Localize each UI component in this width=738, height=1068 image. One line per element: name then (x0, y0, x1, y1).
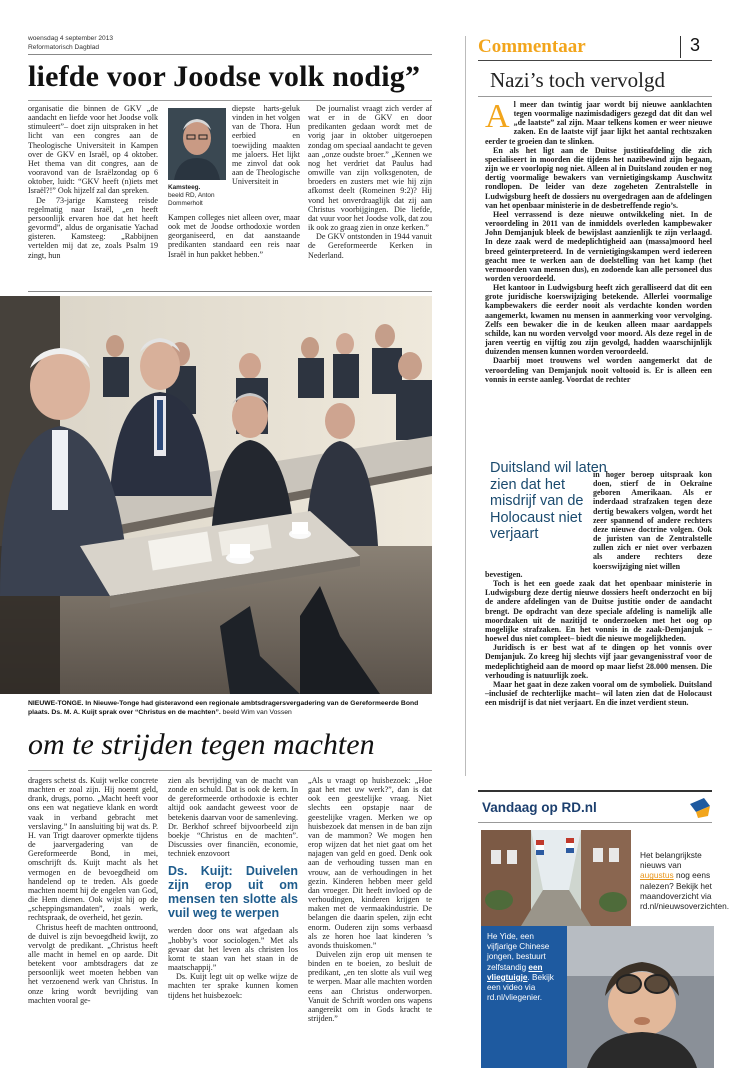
sidebar-para-2: En als het ligt aan de Duitse justitieafdeling die zich specialiseert in moorden die tijdens het nazibewind zijn begaan, zijn we er voorlopig nog niet. Alleen al in Duitsland zouden er nog dertig voormalige bewakers van vernietigingskamp Auschwitz rondlopen. De leider van deze zogeheten Zentralstelle in Ludwigsburg heeft de dossiers nu overgedragen aan de afdelingen van het openbaar ministerie in de desbetreffende regio’s. (485, 145, 712, 210)
top-col1-para: organisatie die binnen de GKV „de aandacht en liefde voor het Joodse volk stimuleert”– doet zijn uitspraken in het licht van een congres aan de Theologische Universiteit in Kampen over de GKV en Israël, op 4 oktober. Het thema van dit congres, aan de vooravond van de Israëlzondag op 6 oktober, luidt: “GKV heeft (n)iets met Israël?!” Ook hijzelf zal dan spreken. (28, 104, 158, 196)
header-rule (28, 54, 432, 55)
page-number: 3 (690, 35, 701, 55)
paper-name: Reformatorisch Dagblad (28, 44, 100, 51)
top-col3-para2: De GKV ontstonden in 1944 vanuit de Gereformeerde Kerken in Nederland. (308, 232, 432, 260)
sidebar-para-5c: bevestigen. (485, 570, 523, 579)
bottom-col2-para: zien als bevrijding van de macht van zonde en schuld. Dat is ook de kern. In de gereformeerde orthodoxie is echter altijd ook aandacht geweest voor de betekenis daarvan voor de samenleving. Dr. Berkhof schreef bijvoorbeeld zijn boekje “Christus en de machten”. Discussies over financiën, economie, techniek enzovoort (168, 776, 298, 859)
promo-vliegtuig-text-a: He Yide, een vijfjarige Chinese jongen, bestuurt zelfstandig (487, 932, 550, 972)
sidebar-para-4: Het kantoor in Ludwigsburg heeft zich geralliseerd dat dit een grote juridische koerswijziging betekende. Allerlei voormalige kampbewakers die eerder nooit als verdachte konden worden aangemerkt, kwamen nu mensen in aanmerking voor vervolging. Zelfs een bewaker die in de keuken alleen maar aardappels schilde, kan nu worden vervolgd voor moord. Als deze regel in de jaren veertig en vijftig zou zijn gevolgd, hadden waarschijnlijk duizenden mensen kunnen worden veroordeeld. (485, 283, 712, 357)
bottom-article-col3 (308, 776, 432, 1023)
promo-augustus-link[interactable]: augustus (640, 870, 674, 881)
pilot-photo (567, 926, 714, 1068)
top-headline: liefde voor Joodse volk nodig” (28, 60, 421, 93)
rd-logo-shape (688, 798, 712, 818)
sidebar-title: Nazi’s toch vervolgd (490, 68, 665, 92)
sidebar-body (485, 100, 712, 384)
bottom-article-col2 (168, 776, 298, 1000)
sidebar-title-rule (478, 96, 712, 97)
sidebar-top-rule (478, 60, 712, 61)
pilot-illustration (567, 926, 714, 1068)
sidebar-para-1: l meer dan twintig jaar wordt bij nieuwe aanklachten tegen voormalige nazimisdadigers gezegd dat dit dan wel „de laatste” zal zijn. Maar telkens komen er weer nieuwe zaken. En de laatste vijf jaar lijkt het aantal rechtszaken eerder te groeien dan te slinken. (485, 100, 712, 146)
promo-augustus[interactable] (640, 850, 730, 912)
top-article-col2b: Kampen colleges niet alleen over, maar ook met de Joodse orthodoxie worden georganiseerd, en dat aanstaande predikanten standaard een reis naar Israël in hun pakket hebben.” (168, 213, 300, 259)
portrait-caption (168, 184, 238, 207)
street-photo (481, 830, 631, 926)
bottom-col1-para2: Christus heeft de machten onttroond, de duivel is zijn bevoegdheid kwijt, zo vervolgt de predikant. „Christus heeft alle macht in hemel en op aarde. Dit betekent voor ambtsdragers dat ze persoonlijk weet moeten hebben van het verzoenend werk van Christus. In onze kring wordt bevrijding van machten vooral ge- (28, 922, 158, 1005)
promo-augustus-text-a: Het belangrijkste nieuws van (640, 850, 702, 871)
sidebar-para-6: Toch is het een goede zaak dat het openbaar ministerie in Ludwigsburg deze dertig nieuwe dossiers heeft onderzocht en bij de andere afdelingen van de Duitse justitie onder de aandacht brengt. De opdracht van deze speciale afdeling is namelijk alle moordzaken uit de nazitijd te onderzoeken met het oog op mogelijke strafzaken. En het vonnis in de zaak-Demjanjuk –hoewel dus niet compleet– biedt die nieuwe mogelijkheden. (485, 579, 712, 644)
headline-rule (28, 100, 432, 101)
top-article-col2a: diepste harts-geluk vinden in het volgen van de Thora. Hun eerbied en toewijding maakten me jaloers. Het lijkt me zinvol dat ook aan de Theologische Universiteit in (232, 104, 300, 187)
top-article-rule (28, 291, 432, 292)
photo-caption-label: NIEUWE-TONGE. (28, 700, 84, 707)
portrait-caption-name: Kamsteeg. (168, 184, 201, 191)
vandaag-title-rule (478, 822, 712, 823)
meeting-photo (0, 296, 432, 694)
sidebar-body-2 (485, 570, 712, 707)
promo-vliegtuig-link[interactable]: een vliegtuigje (487, 962, 543, 982)
sidebar-para-8: Maar het gaat in deze zaken vooral om de symboliek. Duitsland –inclusief de rechterlijke macht– wil laten zien dat de Holocaust een misdrijf is dat niet verjaart. En die inzet verdient steun. (485, 679, 712, 708)
top-col1-para2: De 73-jarige Kamsteeg reisde regelmatig naar Israël, „en heeft persoonlijk ervaren hoe dat het heeft gevormd”, aldus de organisatie Yachad gisteren. Kamsteeg: „Rabbijnen vertelden mij dat ze, zoals Psalm 19 zingt, hun (28, 195, 158, 260)
sidebar-para-3: Heel verrassend is deze nieuwe ontwikkeling niet. In de veroordeling in 2011 van de inmiddels overleden kampbewaker John Demjanjuk bleek de bewijslast aanzienlijk te zijn verlaagd. In deze zaak werd de medeplichtigheid aan (massa)moord heel breed geïnterpreteerd. In de vernietigingskampen werd iedereen geacht mee te werken aan de doelstelling van het kamp (het vermoorden van mensen dus), en zodoende kan alle personeel dus worden veroordeeld. (485, 209, 712, 283)
bottom-col1-para: dragers schetst ds. Kuijt welke concrete machten er zoal zijn. Hij noemt geld, drank, drugs, porno. „Macht heeft voor ons een wat negatieve klank en wordt vaak in verband gebracht met verslaving.” In aansluiting bij wat ds. P. H. van Trigt daarover opmerkte tijdens de jaarvergadering van de Gereformeerde Bond, in mei, omschrijft ds. Kuijt macht als het vermogen en de bevoegdheid om handelend op te treden. Als goede machten noemt hij de engelen van God, die Hem dienen. Ook wijst hij op de „scheppingsmandaten”, zoals werk, rechtspraak, de overheid, het gezin. (28, 776, 158, 923)
bottom-col3-para2: Duivelen zijn erop uit mensen te binden en te boeien, zo besluit de predikant, „en ten slotte als vuil weg te werpen. Maar alle machten worden eens aan Christus onderworpen. Vanuit de Schrift worden ons wapens aangereikt om in Gods kracht te strijden.” (308, 949, 432, 1024)
street-illustration (481, 830, 631, 926)
top-col3-para: De journalist vraagt zich verder af wat er in de GKV en door predikanten gedaan wordt met de vorig jaar in oktober uitgeroepen zondag om speciaal aandacht te geven aan „onze oudste broer.” „Kennen we nog het verdriet dat Paulus had omwille van zijn volksgenoten, de broeders en zusters met wie hij zijn afkomst deelt (Romeinen 9:2)? Hij vond het onverdraaglijk dat zij aan Christus voorbijgingen. Die liefde, dat vuur voor het Joodse volk, dat zou ik ook zo graag zien in onze kerken.” (308, 104, 432, 233)
vandaag-rule (478, 790, 712, 792)
promo-vliegtuig-box[interactable] (481, 926, 567, 1068)
promo-augustus-text-b: nog eens nalezen? Bekijk het maandoverzicht via rd.nl/nieuwsoverzichten. (640, 870, 730, 912)
bottom-col2-para2: werden door ons wat afgedaan als „hobby’s voor sociologen.” Met als gevaar dat het leven als christen los komt te staan van het staan in de maatschappij.” (168, 926, 298, 973)
top-article-col1 (28, 104, 158, 260)
photo-caption (28, 700, 438, 717)
top-article-col3 (308, 104, 432, 260)
drop-cap: A (485, 98, 510, 135)
bottom-subhead: Ds. Kuijt: Duivelen zijn erop uit om mensen ten slotte als vuil weg te werpen (168, 864, 298, 921)
vandaag-title: Vandaag op RD.nl (482, 800, 597, 815)
date-line: woensdag 4 september 2013 (28, 35, 114, 42)
sidebar-para-7: Juridisch is er best wat af te dingen op het vonnis over Demjanjuk. Zo kreeg hij slechts vijf jaar gevangenisstraf voor de medeplichtigheid aan de moord op maar liefst 28.000 mensen. Die verhouding is natuurlijk zoek. (485, 643, 712, 680)
photo-caption-credit: beeld Wim van Vossen (222, 708, 292, 716)
bottom-col2-para3: Ds. Kuijt legt uit op welke wijze de machten ter sprake kunnen komen tijdens het huisbezoek: (168, 972, 298, 1000)
page-number-divider (680, 36, 681, 58)
photo-caption-text: In Nieuwe-Tonge had gisteravond een regionale ambtsdragersvergadering van de Gereformeerde Bond plaats. Ds. M. A. Kuijt sprak over “Christus en de machten”. (28, 700, 419, 716)
bottom-article-col1 (28, 776, 158, 1005)
promo-vliegtuig-text-b: . Bekijk een video via rd.nl/vliegenier. (487, 972, 554, 1003)
sidebar-wrap-col: in hoger beroep uitspraak kon doen, stierf de in Oekraïne geboren Amerikaan. Als er inderdaad strafzaken tegen deze dertig bewakers volgen, wordt het zeer spannend of andere rechters deze nieuwe doctrine volgen. Ook de juristen van de Zentralstelle zullen zich er niet over verbazen als andere rechters deze koerswijziging niet willen (593, 470, 712, 571)
sidebar-divider (465, 36, 466, 776)
bottom-col3-para: „Als u vraagt op huisbezoek: „Hoe gaat het met uw werk?”, dan is dat ook een geestelijke vraag. Niet slechts een opstapje naar de geestelijke vragen. Merken we op huisbezoek dat mensen in de ban zijn van de mammon? We mogen hen erop wijzen dat het niet gaat om het najagen van geld en goed. Denk ook aan de verhouding tussen man en vrouw, aan de verhoudingen in het gezin. Kinderen hebben meer geld dan vroeger. Dit heeft invloed op de verhoudingen, kinderen krijgen te maken met de vermaakindustrie. De belangen die daarin spelen, zijn echt enorm. Ouderen zijn soms verbaasd als ze horen hoe laat kinderen ’s avonds thuiskomen.” (308, 776, 432, 950)
pull-quote: Duitsland wil laten zien dat het misdrijf van de Holocaust niet verjaart (490, 460, 607, 542)
meeting-illustration (0, 296, 432, 694)
bottom-headline: om te strijden tegen machten (28, 728, 375, 761)
portrait-photo (168, 108, 226, 180)
portrait-caption-credit: beeld RD, Anton Dommerholt (168, 191, 215, 207)
sidebar-para-5: Daarbij moet trouwens wel worden aangemerkt dat de veroordeling van Demjanjuk nooit voltooid is. Er is alleen een vonnis in eerste aanleg. Voordat de rechter (485, 356, 712, 384)
section-title: Commentaar (478, 36, 586, 57)
rd-logo-icon (688, 798, 712, 818)
bottom-headline-rule (28, 770, 432, 771)
portrait-illustration (168, 108, 226, 180)
